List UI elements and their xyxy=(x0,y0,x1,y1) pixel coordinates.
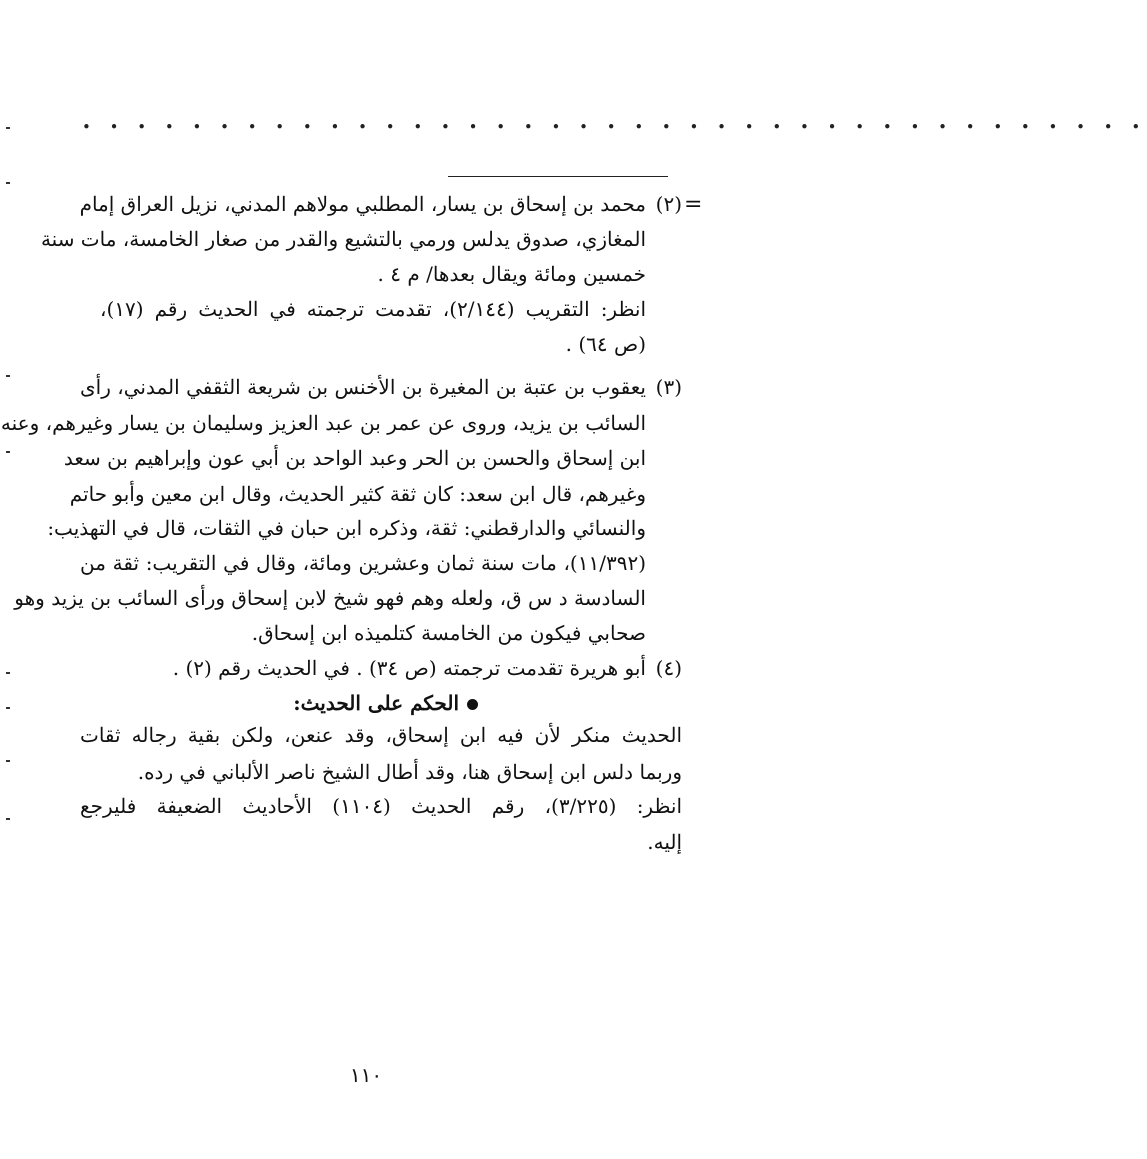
note-line: وغيرهم، قال ابن سعد: كان ثقة كثير الحديث، وقال ابن معين وأبو حاتم xyxy=(69,482,646,506)
reference-line: (ص ٦٤) . xyxy=(565,332,646,356)
note-line: أبو هريرة تقدمت ترجمته (ص ٣٤) . في الحديث رقم (٢) . xyxy=(172,656,646,680)
page-number: ١١٠ xyxy=(349,1063,383,1087)
reference-line: انظر: التقريب (٢/١٤٤)، تقدمت ترجمته في الحديث رقم (١٧)، xyxy=(100,297,646,321)
dotted-separator: • • • • • • • • • • • • • • • • • • • • • • • • • • • • • • • • • • • • • • • xyxy=(82,118,1147,136)
bullet-icon xyxy=(467,699,478,710)
footnote-rule xyxy=(448,176,668,177)
ruling-line: وربما دلس ابن إسحاق هنا، وقد أطال الشيخ ناصر الألباني في رده. xyxy=(137,760,682,784)
margin-mark xyxy=(6,818,10,820)
margin-mark xyxy=(6,127,10,129)
note-line: والنسائي والدارقطني: ثقة، وذكره ابن حبان في الثقات، قال في التهذيب: xyxy=(47,516,646,540)
note-line: محمد بن إسحاق بن يسار، المطلبي مولاهم المدني، نزيل العراق إمام xyxy=(79,192,646,216)
note-line: السائب بن يزيد، وروى عن عمر بن عبد العزيز وسليمان بن يسار وغيرهم، وعنه xyxy=(0,411,646,435)
note-line: السادسة د س ق، ولعله وهم فهو شيخ لابن إسحاق ورأى السائب بن يزيد وهو xyxy=(14,586,646,610)
note-line: ابن إسحاق والحسن بن الحر وعبد الواحد بن أبي عون وإبراهيم بن سعد xyxy=(63,446,646,470)
note-line: خمسين ومائة ويقال بعدها/ م ٤ . xyxy=(377,262,646,286)
margin-mark xyxy=(6,760,10,762)
margin-mark xyxy=(6,672,10,674)
note-number: (٤) xyxy=(655,656,682,680)
ruling-line: الحديث منكر لأن فيه ابن إسحاق، وقد عنعن، ولكن بقية رجاله ثقات xyxy=(80,723,682,747)
ruling-line: انظر: (٣/٢٢٥)، رقم الحديث (١١٠٤) الأحاديث الضعيفة فليرجع xyxy=(80,794,683,818)
note-number: (٣) xyxy=(655,375,682,399)
note-line: صحابي فيكون من الخامسة كتلميذه ابن إسحاق. xyxy=(251,621,646,645)
note-number: (٢) xyxy=(655,192,682,216)
ruling-heading: الحكم على الحديث: xyxy=(293,690,478,716)
margin-mark xyxy=(6,451,10,453)
note-line: يعقوب بن عتبة بن المغيرة بن الأخنس بن شريعة الثقفي المدني، رأى xyxy=(80,375,646,399)
margin-mark xyxy=(6,182,10,184)
margin-mark xyxy=(6,707,10,709)
continuation-mark: = xyxy=(684,192,703,217)
note-line: المغازي، صدوق يدلس ورمي بالتشيع والقدر من صغار الخامسة، مات سنة xyxy=(40,227,646,251)
note-line: (١١/٣٩٢)، مات سنة ثمان وعشرين ومائة، وقال في التقريب: ثقة من xyxy=(80,551,646,575)
margin-mark xyxy=(6,375,10,377)
ruling-line: إليه. xyxy=(647,830,682,854)
